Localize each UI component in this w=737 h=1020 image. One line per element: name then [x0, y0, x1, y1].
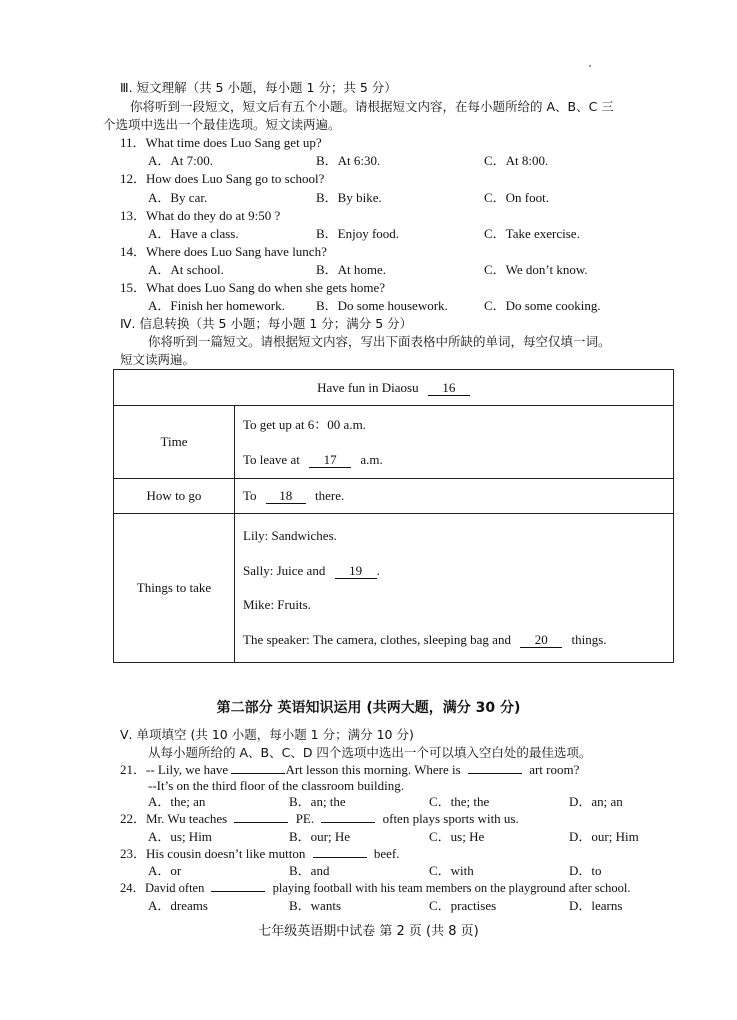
option-d: D．learns	[569, 898, 623, 913]
option-b: B．At 6:30.	[316, 153, 381, 168]
item-sally	[243, 563, 673, 579]
part-two-title: 第二部分 英语知识运用 (共两大题，满分 30 分)	[216, 700, 521, 716]
speaker-suffix: things.	[571, 632, 607, 647]
option-a: A．Finish her homework.	[148, 298, 285, 313]
q21-part-a: 21．-- Lily, we have	[120, 762, 229, 777]
row-label-things: Things to take	[114, 514, 235, 663]
option-a: A．By car.	[148, 190, 208, 205]
option-c: C．Do some cooking.	[484, 298, 601, 313]
option-b: B．wants	[289, 898, 342, 913]
time-line-2-suffix: a.m.	[360, 451, 383, 467]
section-heading-5: Ⅴ. 单项填空 (共 10 小题，每小题 1 分；满分 10 分)	[120, 727, 414, 742]
blank-16: 16	[428, 381, 470, 396]
option-b: B．our; He	[289, 829, 351, 844]
blank-19: 19	[335, 564, 377, 579]
question-text: 15．What does Luo Sang do when she gets home?	[120, 280, 386, 295]
question-text: 14．Where does Luo Sang have lunch?	[120, 244, 327, 259]
question-text	[120, 762, 579, 778]
table-title-cell	[114, 370, 674, 406]
option-a: A．At 7:00.	[148, 153, 214, 168]
option-b: B．and	[289, 863, 330, 878]
instruction-line: 个选项中选出一个最佳选项。短文读两遍。	[103, 117, 341, 132]
page-footer: 七年级英语期中试卷 第 2 页 (共 8 页)	[258, 924, 479, 939]
option-c: C．us; He	[429, 829, 485, 844]
section-heading-3: Ⅲ. 短文理解（共 5 小题，每小题 1 分；共 5 分）	[120, 80, 397, 95]
time-line-2	[243, 452, 673, 468]
row-label-time: Time	[114, 406, 235, 479]
question-text: 12．How does Luo Sang go to school?	[120, 171, 325, 186]
option-b: B．At home.	[316, 262, 387, 277]
how-to-go-prefix: To	[243, 488, 257, 503]
option-a: A．the; an	[148, 794, 206, 809]
blank-18: 18	[266, 489, 306, 504]
time-cell	[235, 406, 674, 479]
option-c: C．Take exercise.	[484, 226, 580, 241]
sally-prefix: Sally: Juice and	[243, 563, 326, 578]
instruction-line: 你将听到一篇短文。请根据短文内容，写出下面表格中所缺的单词，每空仅填一词。	[148, 334, 611, 349]
answer-blank	[313, 857, 367, 858]
item-speaker	[243, 632, 673, 648]
time-line-1: To get up at 6：00 a.m.	[243, 416, 366, 432]
time-line-2-prefix: To leave at	[243, 451, 300, 467]
table-row	[114, 479, 674, 514]
instruction-line: 你将听到一段短文，短文后有五个小题。请根据短文内容，在每小题所给的 A、B、C 三	[130, 99, 614, 114]
table-row	[114, 514, 674, 663]
table-row	[114, 406, 674, 479]
option-a: A．or	[148, 863, 182, 878]
speaker-prefix: The speaker: The camera, clothes, sleeping bag and	[243, 632, 511, 647]
info-table	[113, 369, 674, 663]
option-d: D．to	[569, 863, 602, 878]
table-title: Have fun in Diaosu	[317, 379, 419, 395]
q23-part-b: beef.	[373, 846, 400, 861]
dialogue-reply: --It’s on the third floor of the classroom building.	[148, 778, 404, 793]
sally-suffix: .	[376, 563, 380, 578]
q22-part-a: 22．Mr. Wu teaches	[120, 811, 228, 826]
question-text	[120, 811, 519, 827]
option-c: C．We don’t know.	[484, 262, 588, 277]
answer-blank	[468, 773, 522, 774]
option-c: C．At 8:00.	[484, 153, 549, 168]
q21-part-b: Art lesson this morning. Where is	[285, 762, 461, 777]
question-text	[120, 846, 400, 862]
option-d: D．an; an	[569, 794, 623, 809]
option-a: A．dreams	[148, 898, 208, 913]
how-to-go-suffix: there.	[315, 488, 345, 503]
option-a: A．Have a class.	[148, 226, 239, 241]
instruction-line: 从每小题所给的 A、B、C、D 四个选项中选出一个可以填入空白处的最佳选项。	[148, 745, 592, 760]
answer-blank	[234, 822, 288, 823]
table-row	[114, 370, 674, 406]
option-b: B．an; the	[289, 794, 346, 809]
blank-17: 17	[309, 453, 351, 468]
question-text: 11．What time does Luo Sang get up?	[120, 135, 322, 150]
option-b: B．Enjoy food.	[316, 226, 400, 241]
answer-blank	[211, 891, 265, 892]
option-c: C．the; the	[429, 794, 490, 809]
question-text: 13．What do they do at 9:50 ?	[120, 208, 281, 223]
option-c: C．with	[429, 863, 474, 878]
things-cell	[235, 514, 674, 663]
option-b: B．Do some housework.	[316, 298, 448, 313]
section-heading-4: Ⅳ. 信息转换（共 5 小题；每小题 1 分；满分 5 分）	[120, 316, 413, 331]
option-c: C．practises	[429, 898, 497, 913]
instruction-line: 短文读两遍。	[120, 352, 196, 367]
option-b: B．By bike.	[316, 190, 382, 205]
scan-dot	[589, 65, 591, 67]
answer-blank	[321, 822, 375, 823]
q23-part-a: 23．His cousin doesn’t like mutton	[120, 846, 306, 861]
option-d: D．our; Him	[569, 829, 639, 844]
q22-part-b: PE.	[295, 811, 315, 826]
item-mike: Mike: Fruits.	[243, 597, 311, 612]
q24-part-a: 24．David often	[120, 881, 205, 895]
how-to-go-cell	[235, 479, 674, 514]
q24-part-b: playing football with his team members on the playground after school.	[272, 881, 631, 895]
blank-20: 20	[520, 633, 562, 648]
option-c: C．On foot.	[484, 190, 550, 205]
q22-part-c: often plays sports with us.	[382, 811, 519, 826]
row-label-how-to-go: How to go	[114, 479, 235, 514]
q21-part-c: art room?	[529, 762, 580, 777]
item-lily: Lily: Sandwiches.	[243, 528, 337, 543]
answer-blank	[231, 773, 285, 774]
option-a: A．At school.	[148, 262, 224, 277]
question-text	[120, 880, 631, 896]
option-a: A．us; Him	[148, 829, 212, 844]
